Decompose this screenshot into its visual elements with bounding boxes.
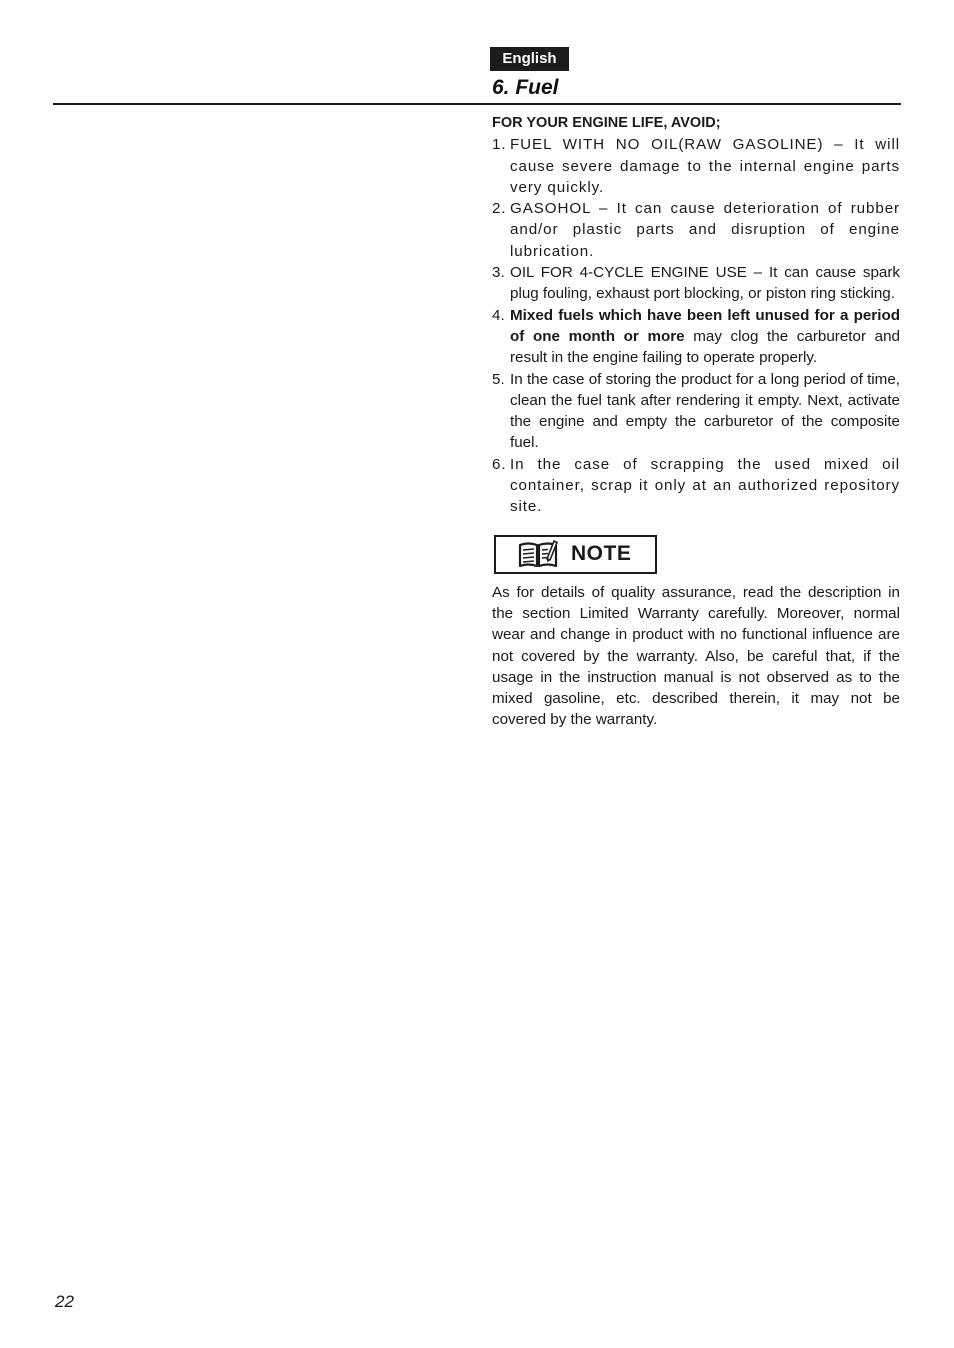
avoid-heading: FOR YOUR ENGINE LIFE, AVOID; bbox=[492, 115, 721, 131]
list-item-text: In the case of scrapping the used mixed oil container, scrap it only at an authorized repository site. bbox=[510, 455, 900, 516]
page-number: 22 bbox=[55, 1292, 74, 1311]
list-item-number: 4. bbox=[492, 306, 505, 324]
list-item bbox=[492, 134, 900, 198]
header-divider bbox=[53, 103, 901, 105]
section-title: 6. Fuel bbox=[492, 76, 559, 99]
list-item bbox=[492, 369, 900, 454]
list-item bbox=[492, 262, 900, 305]
list-item-text: FUEL WITH NO OIL(RAW GASOLINE) – It will cause severe damage to the internal engine parts very quickly. bbox=[510, 136, 900, 196]
note-label: NOTE bbox=[571, 542, 632, 566]
list-item-number: 3. bbox=[492, 264, 505, 282]
list-item-text: In the case of storing the product for a long period of time, clean the fuel tank after rendering it empty. Next, activate the engine and empty the carburetor of the composite fuel. bbox=[510, 370, 900, 452]
manual-book-icon bbox=[518, 539, 558, 569]
avoid-list bbox=[492, 134, 900, 517]
list-item-number: 5. bbox=[492, 370, 505, 388]
list-item-number: 6. bbox=[492, 455, 507, 473]
fuel-section bbox=[492, 113, 900, 731]
note-box bbox=[494, 535, 657, 574]
language-badge: English bbox=[490, 47, 569, 71]
list-item-text: may clog the carburetor and result in the engine failing to operate properly. bbox=[510, 327, 900, 367]
list-item bbox=[492, 198, 900, 262]
list-item-number: 1. bbox=[492, 136, 507, 154]
list-item-text: OIL FOR 4-CYCLE ENGINE USE – It can cause spark plug fouling, exhaust port blocking, or piston ring sticking. bbox=[510, 264, 900, 303]
list-item-text: GASOHOL – It can cause deterioration of rubber and/or plastic parts and disruption of engine lubrication. bbox=[510, 200, 900, 260]
list-item-emphasis: Mixed fuels which have been left unused for a period of one month or more bbox=[510, 306, 900, 345]
list-item bbox=[492, 454, 900, 518]
list-item-number: 2. bbox=[492, 200, 507, 218]
list-item bbox=[492, 305, 900, 369]
note-text: As for details of quality assurance, read the description in the section Limited Warranty carefully. Moreover, normal wear and change in product with no functional influence are not covered by the warranty. Also, be careful that, if the usage in the instruction manual is not observed as to the mixed gasoline, etc. described therein, it may not be covered by the warranty. bbox=[492, 583, 900, 729]
